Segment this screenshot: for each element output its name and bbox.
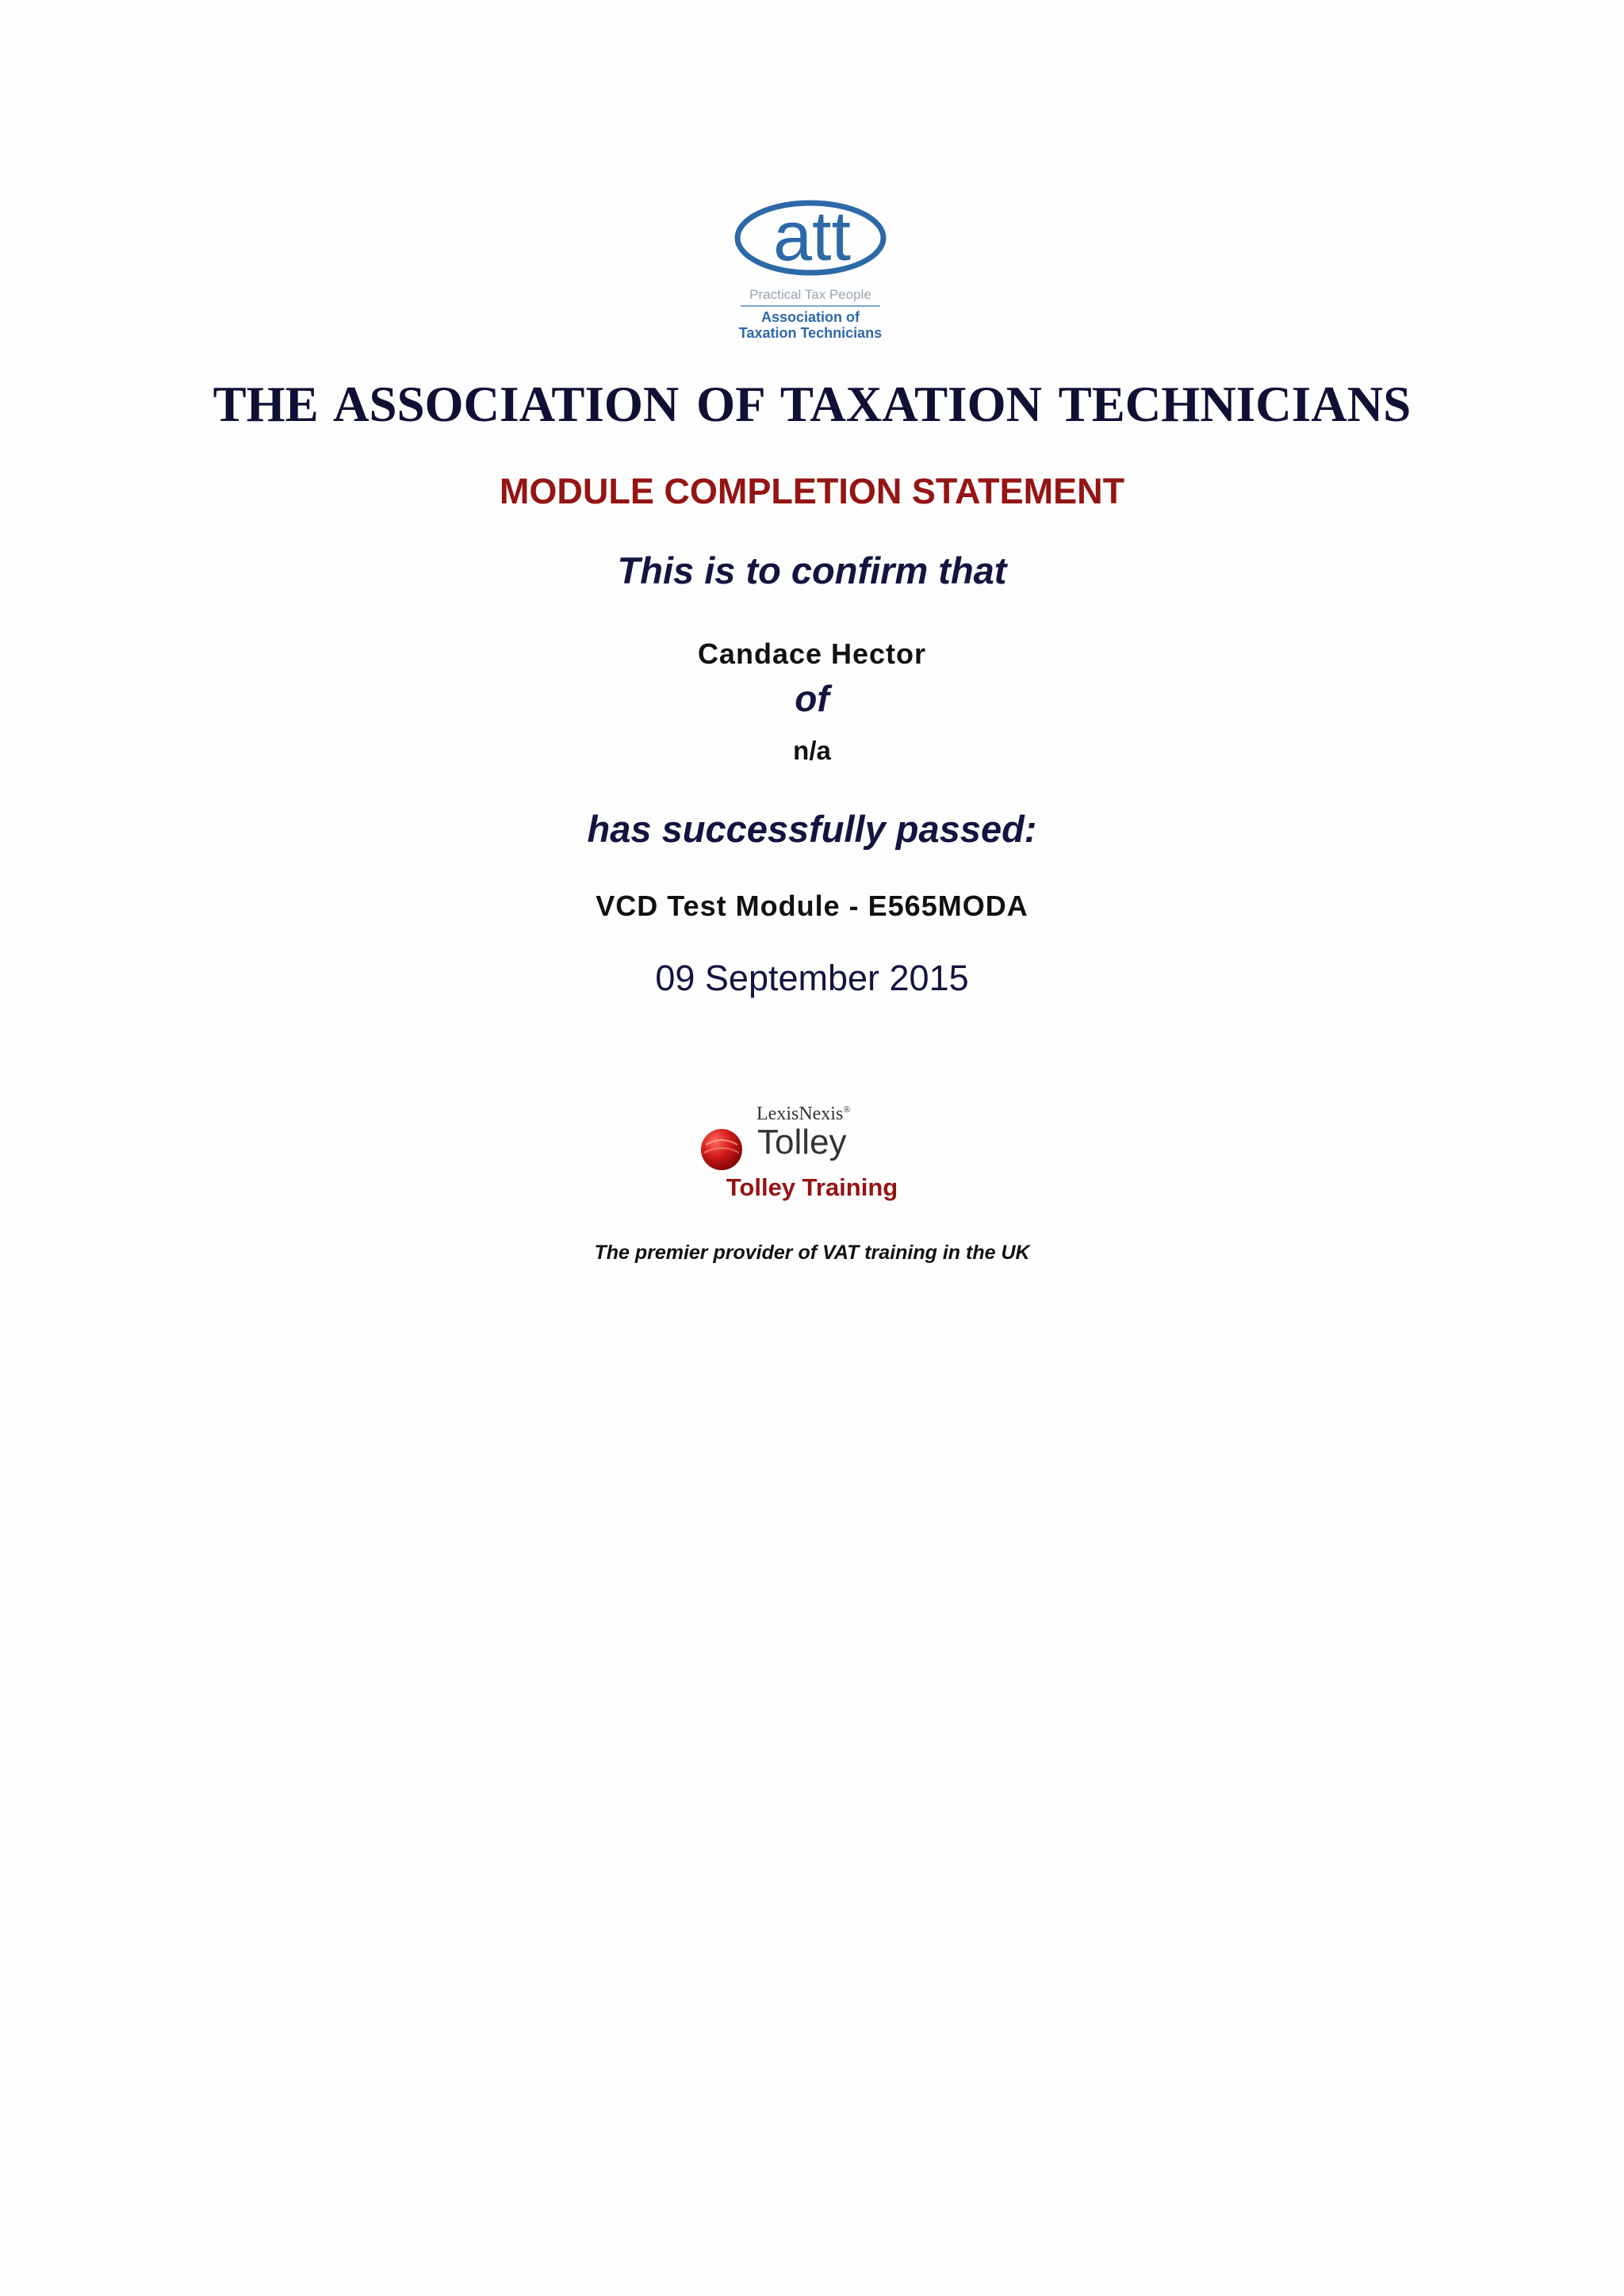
confirm-text: This is to confirm that — [617, 549, 1007, 591]
recipient-name: Candace Hector — [697, 637, 927, 670]
recipient-organisation: n/a — [793, 736, 831, 765]
provider-name: Tolley Training — [726, 1173, 898, 1201]
att-mark-text: att — [773, 197, 851, 275]
att-mark-icon — [733, 193, 888, 285]
att-divider — [741, 305, 880, 307]
tolley-wordmark: Tolley — [757, 1123, 847, 1161]
att-logo — [733, 193, 888, 346]
lexisnexis-tolley-logo — [698, 1104, 872, 1177]
lexisnexis-wordmark: LexisNexis® — [756, 1104, 851, 1124]
provider-tagline: The premier provider of VAT training in the UK — [594, 1242, 1030, 1264]
att-name-line2: Taxation Technicians — [738, 325, 883, 341]
completion-date: 09 September 2015 — [655, 958, 969, 998]
certificate-subtitle: MODULE COMPLETION STATEMENT — [499, 471, 1125, 511]
module-name: VCD Test Module - E565MODA — [596, 890, 1028, 922]
att-tagline: Practical Tax People — [749, 287, 871, 302]
red-globe-icon — [699, 1127, 744, 1172]
passed-text: has successfully passed: — [587, 808, 1037, 850]
certificate-title: THE ASSOCIATION OF TAXATION TECHNICIANS — [213, 377, 1411, 432]
att-name-line1: Association of — [760, 309, 860, 325]
of-text: of — [795, 678, 829, 719]
